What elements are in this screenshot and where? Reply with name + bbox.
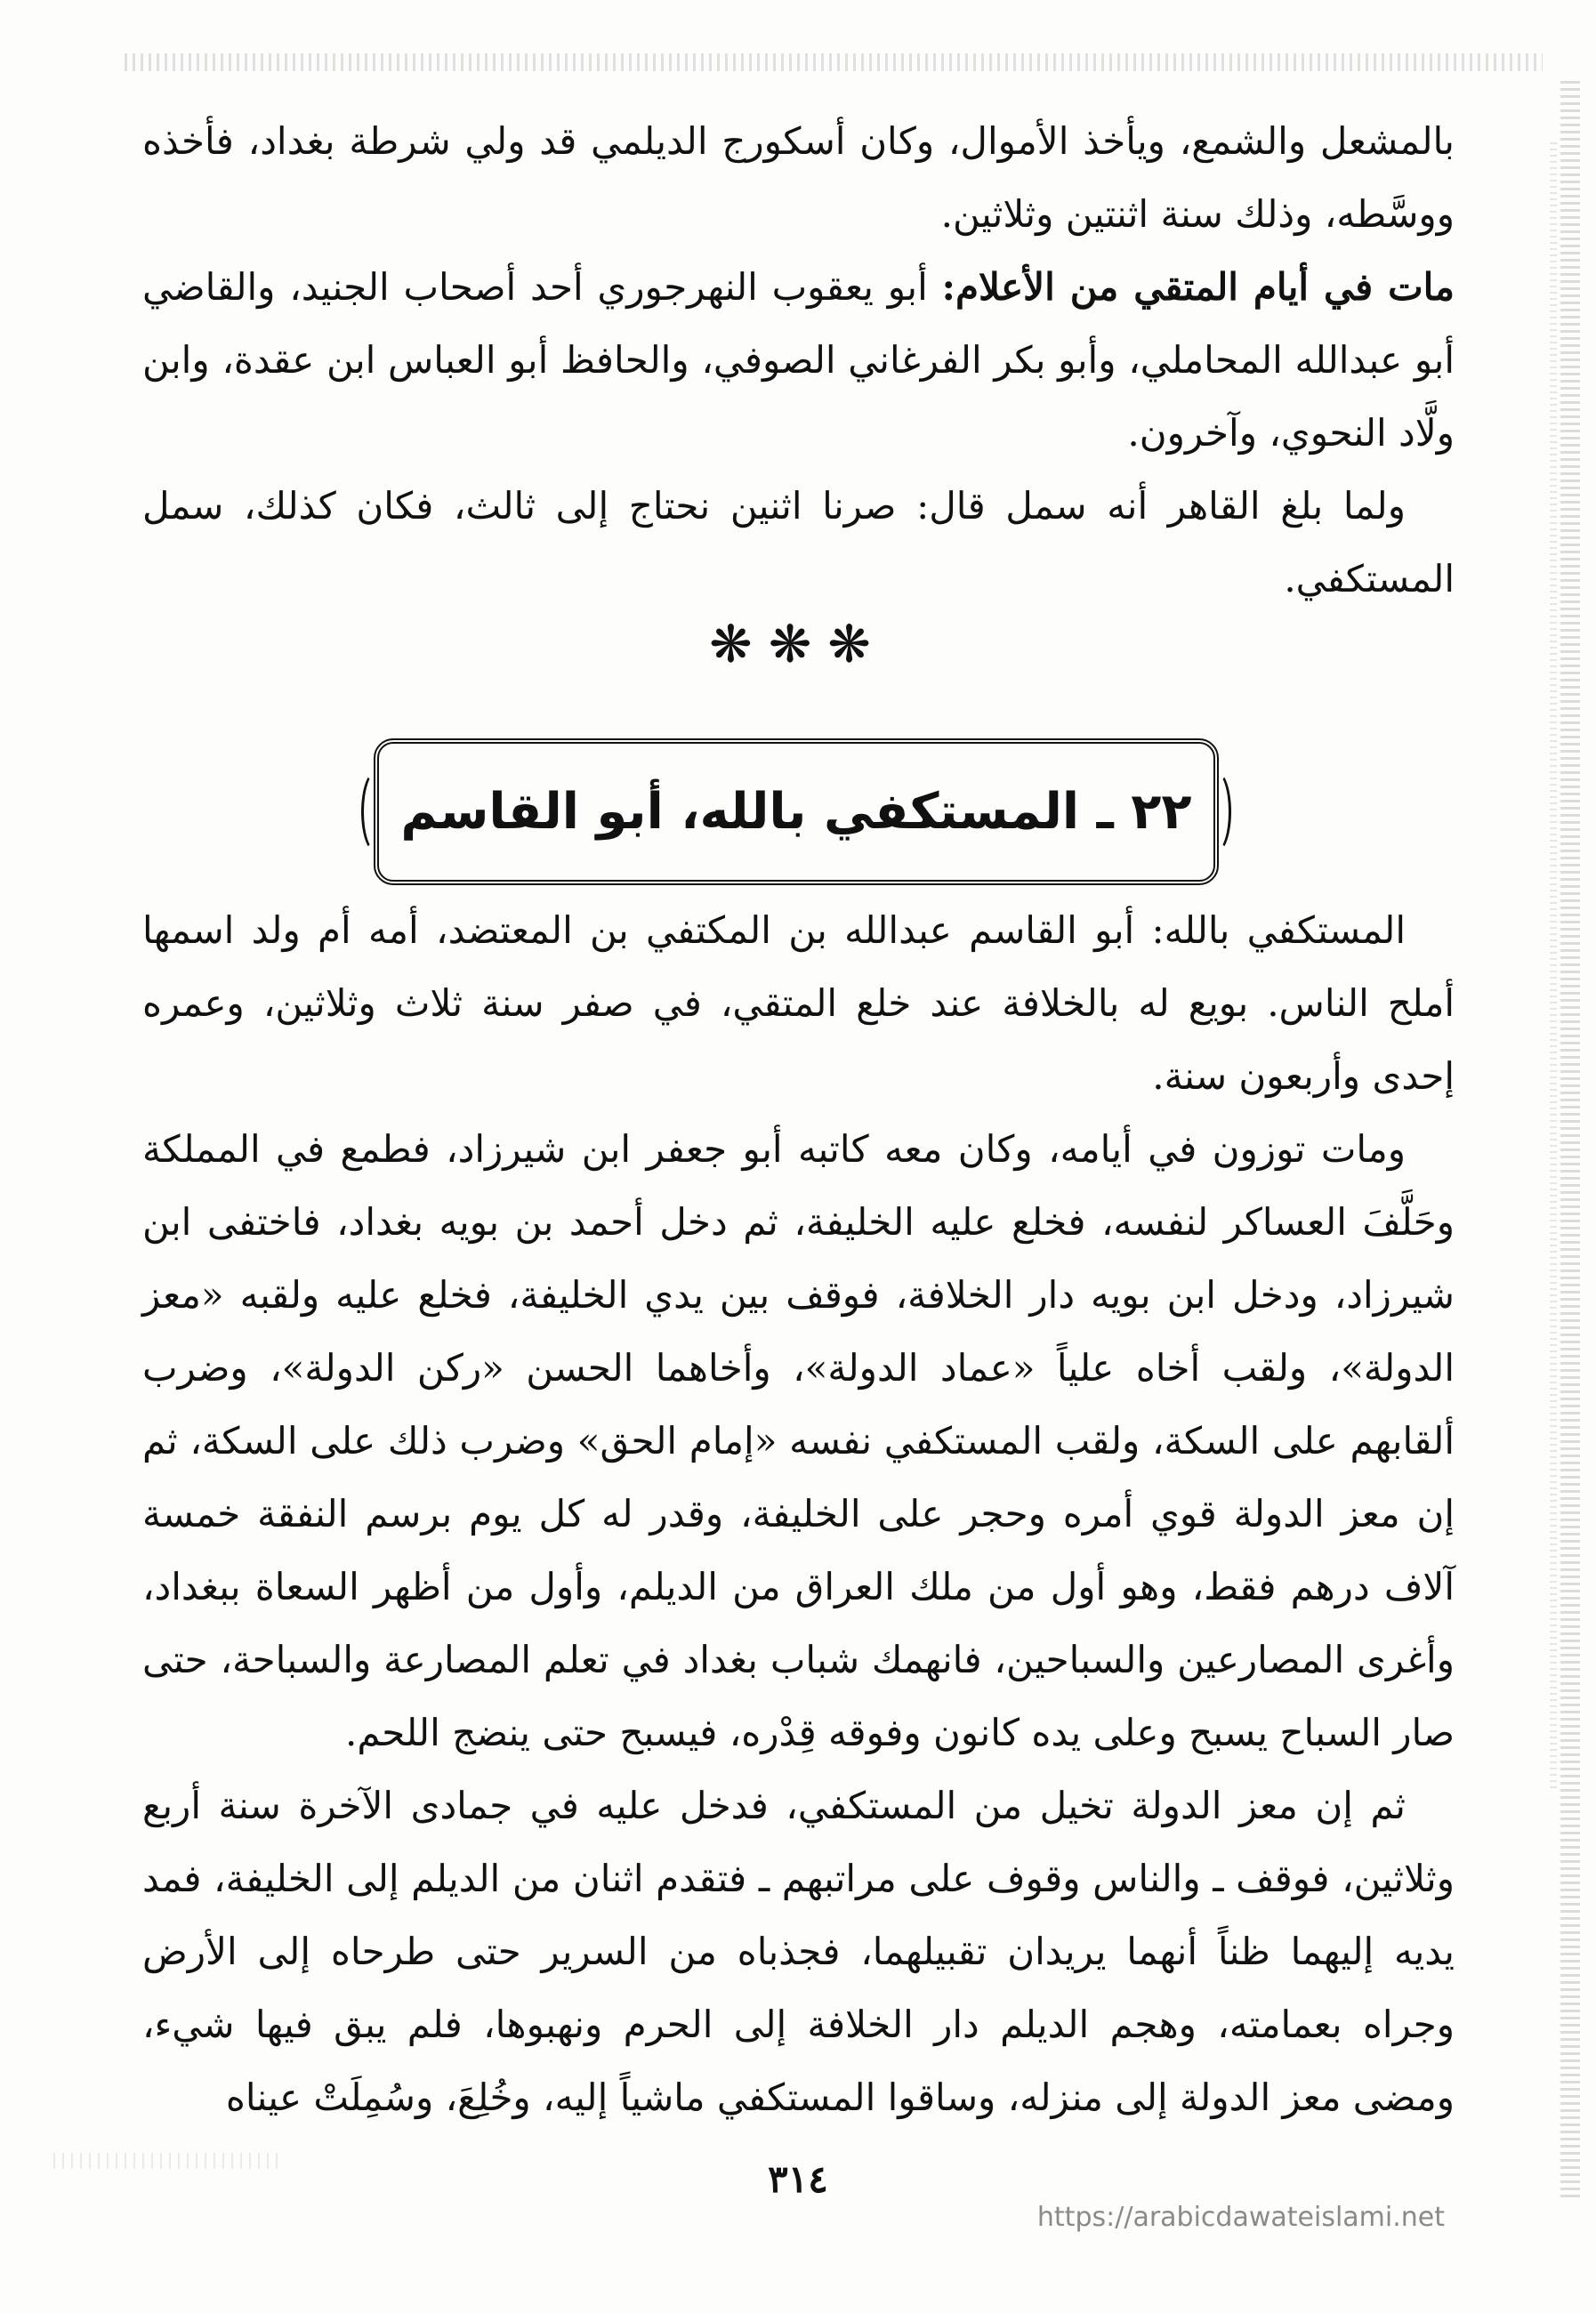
top-paragraph-2 (142, 251, 1455, 470)
top-paragraph-3 (142, 470, 1455, 616)
main-paragraph-1 (142, 894, 1455, 1113)
scan-edge-right (1560, 80, 1580, 2197)
section-title: ٢٢ ـ المستكفي بالله، أبو القاسم (400, 783, 1192, 841)
scan-edge-top (125, 53, 1543, 71)
top-text-block (142, 105, 1455, 616)
main-paragraph-3 (142, 1769, 1455, 2134)
top-paragraph-1 (142, 105, 1455, 251)
paragraph-text: المستكفي بالله: أبو القاسم عبدالله بن المكتفي بن المعتضد، أمه أم ولد اسمها أملح الناس. بويع له بالخلافة عند خلع المتقي، في صفر سنة ثلاث وثلاثين، وعمره إحدى وأربعون سنة. (142, 908, 1455, 1098)
page-number: ٣١٤ (768, 2157, 828, 2201)
main-text-block (142, 894, 1455, 2134)
paragraph-text: ثم إن معز الدولة تخيل من المستكفي، فدخل عليه في جمادى الآخرة سنة أربع وثلاثين، فوقف ـ والناس وقوف على مراتبهم ـ فتقدم اثنان من الديلم إلى الخليفة، فمد يديه إليهما ظناً أنهما يريدان تقبيلهما، فجذباه من السرير حتى طرحاه إلى الأرض وجراه بعمامته، وهجم الديلم دار الخلافة إلى الحرم ونهبوها، فلم يبق فيها شيء، ومضى معز الدولة إلى منزله، وساقوا المستكفي ماشياً إليه، وخُلِعَ، وسُمِلَتْ عيناه (142, 1784, 1455, 2119)
paragraph-text: ومات توزون في أيامه، وكان معه كاتبه أبو جعفر ابن شيرزاد، فطمع في المملكة وحَلَّفَ العساكر لنفسه، فخلع عليه الخليفة، ثم دخل أحمد بن بويه بغداد، فاختفى ابن شيرزاد، ودخل ابن بويه دار الخلافة، فوقف بين يدي الخليفة، فخلع عليه ولقبه «معز الدولة»، ولقب أخاه علياً «عماد الدولة»، وأخاهما الحسن «ركن الدولة»، وضرب ألقابهم على السكة، ولقب المستكفي نفسه «إمام الحق» وضرب ذلك على السكة، ثم إن معز الدولة قوي أمره وحجر على الخليفة، وقدر له كل يوم برسم النفقة خمسة آلاف درهم فقط، وهو أول من ملك العراق من الديلم، وأول من أظهر السعاة ببغداد، وأغرى المصارعين والسباحين، فانهمك شباب بغداد في تعلم المصارعة والسباحة، حتى صار السباح يسبح وعلى يده كانون وفوقه قِدْره، فيسبح حتى ينضج اللحم. (142, 1127, 1455, 1754)
paragraph-text: أبو يعقوب النهرجوري أحد أصحاب الجنيد، والقاضي أبو عبدالله المحاملي، وأبو بكر الفرغاني الصوفي، والحافظ أبو العباس ابن عقدة، وابن ولَّاد النحوي، وآخرون. (142, 265, 1455, 455)
paragraph-lead-heading: مات في أيام المتقي من الأعلام: (941, 265, 1455, 309)
section-title-frame (374, 738, 1219, 885)
main-paragraph-2 (142, 1113, 1455, 1769)
paragraph-text: بالمشعل والشمع، ويأخذ الأموال، وكان أسكورج الديلمي قد ولي شرطة بغداد، فأخذه ووسَّطه، وذلك سنة اثنتين وثلاثين. (142, 119, 1455, 236)
paragraph-text: ولما بلغ القاهر أنه سمل قال: صرنا اثنين نحتاج إلى ثالث، فكان كذلك، سمل المستكفي. (142, 484, 1455, 600)
source-watermark: https://arabicdawateislami.net (1036, 2202, 1445, 2233)
scan-edge-right-inner (1550, 142, 1557, 1788)
section-separator: ❋❋❋ (709, 614, 887, 674)
